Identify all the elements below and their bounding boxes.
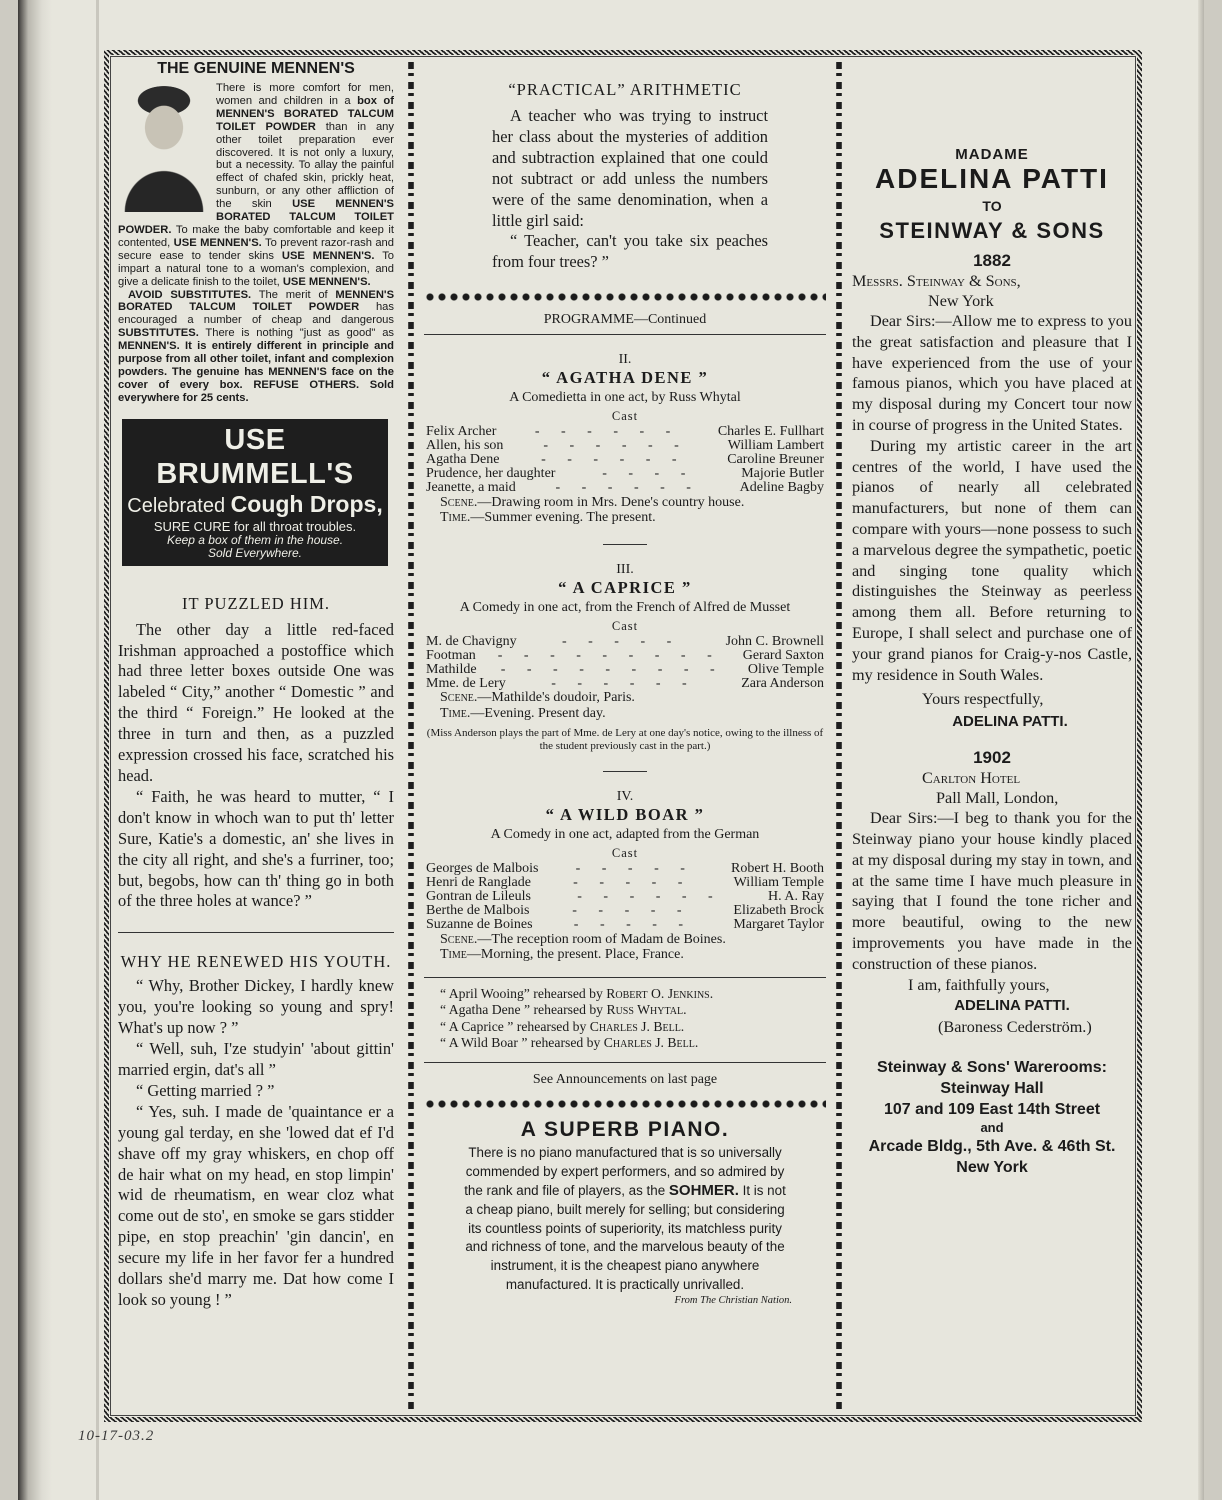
cast-role: Henri de Ranglade — [426, 875, 531, 891]
cast-role: Berthe de Malbois — [426, 903, 530, 919]
scene-text: —Mathilde's doudoir, Paris. — [477, 690, 635, 706]
wareroom-line-5: Arcade Bldg., 5th Ave. & 46th St. — [868, 1138, 1116, 1156]
patti-signature-2: ADELINA PATTI. — [954, 997, 1070, 1015]
mennen-text-bold: USE MENNEN'S BORATED TALCUM TOILET POWDER. — [118, 198, 394, 236]
patti-letter-1-paragraph-2: During my artistic career in the art centres of the world, I have used the pianos of nearly all celebrated manufacturers, but none of them can compare with yours—none possess to such a marvelous degree the sympathetic, poetic and singing tone quality which distinguishes the Steinway as peerless among them all. Before returning to Europe, I shall select and purchase one of your grand pianos for Craig-y-nos Castle, my residence in South Wales. — [852, 436, 1132, 684]
sohmer-source: From The Christian Nation. — [674, 1295, 792, 1307]
patti-firm: STEINWAY & SONS — [879, 218, 1105, 243]
cast-leader-dashes: - - - - - — [573, 917, 693, 933]
mennen-text: To prevent razor-rash and secure ease to tender skins — [118, 236, 394, 262]
rehearsal-list — [424, 986, 826, 1052]
cast-row — [424, 481, 826, 495]
cast-row — [424, 876, 826, 890]
play-title: “ AGATHA DENE ” — [541, 368, 709, 388]
cast-heading: Cast — [611, 846, 639, 861]
arithmetic-paragraph-1: A teacher who was trying to instruct her class about the mysteries of addition and subtraction explained that one could not subtract or add unless the numbers were of the same denomination, when a little girl said: — [492, 106, 768, 230]
cast-actor: Gerard Saxton — [742, 647, 824, 663]
play-scene — [424, 495, 826, 511]
mennen-text: There is nothing "just as good" as — [205, 327, 395, 340]
rehearsal-play: “ A Wild Boar ” rehearsed by — [440, 1035, 604, 1051]
cast-role: Mme. de Lery — [426, 675, 506, 691]
programme-heading: PROGRAMME—Continued — [543, 312, 707, 328]
article-separator — [118, 932, 394, 933]
play-block — [424, 561, 826, 773]
mennen-portrait-image — [118, 84, 210, 212]
rehearsal-line — [424, 1002, 826, 1019]
cast-actor: Adeline Bagby — [739, 479, 824, 495]
play-time — [424, 510, 826, 526]
rehearsal-rule-bottom — [424, 1062, 826, 1063]
scene-label: Scene. — [440, 494, 478, 510]
scene-text: —The reception room of Madam de Boines. — [477, 931, 726, 947]
play-time — [424, 706, 826, 722]
cast-leader-dashes: - - - - - — [561, 633, 681, 649]
wavy-separator — [424, 291, 826, 303]
cast-actor: William Lambert — [727, 438, 824, 454]
mennen-text: To make the baby comfortable and keep it contented, — [118, 223, 395, 249]
patti-madame: MADAME — [955, 146, 1029, 163]
mennen-ad — [118, 60, 394, 405]
mennen-text: than in any other toilet preparation ever discovered. It is not only a luxury, but a necessity. To allay the painful effect of chafed skin, prickly heat, sunburn, or any other affliction of the skin — [216, 120, 394, 211]
mennen-text-bold: USE MENNEN'S. — [282, 275, 371, 288]
patti-address-1b: New York — [928, 292, 994, 310]
play-numeral: II. — [618, 352, 632, 368]
cast-role: Agatha Dene — [426, 452, 500, 468]
cast-row — [424, 904, 826, 918]
patti-name: ADELINA PATTI — [875, 163, 1109, 194]
sohmer-ad — [424, 1118, 826, 1306]
cast-role: Gontran de Lileuls — [426, 889, 531, 905]
handwritten-date-note: 10-17-03.2 — [78, 1428, 155, 1444]
rehearsal-director: Robert O. Jenkins. — [606, 985, 714, 1001]
cast-heading: Cast — [611, 618, 639, 633]
wareroom-line-1: Steinway & Sons' Warerooms: — [877, 1059, 1107, 1077]
rehearsal-play: “ A Caprice ” rehearsed by — [440, 1018, 590, 1034]
cast-role: Prudence, her daughter — [426, 465, 556, 481]
brummell-product-text: Celebrated — [127, 494, 231, 517]
cast-actor: Caroline Breuner — [727, 452, 824, 468]
warerooms-block — [852, 1057, 1132, 1178]
brummell-cure: SURE CURE for all throat troubles. — [153, 518, 357, 534]
play-block — [424, 351, 826, 545]
play-note: (Miss Anderson plays the part of Mme. de Lery at one day's notice, owing to the illness of the student previously cast in the part.) — [426, 727, 824, 753]
cast-row — [424, 635, 826, 649]
column-left — [118, 60, 394, 1311]
sohmer-text-2: It is not a cheap piano, built merely for selling; but considering its countless points of superiority, its matchless purity and richness of tone, and the marvelous beauty of the instrument, it is the cheapest piano anywhere manufactured. It is practically unrivalled. — [465, 1182, 786, 1293]
rehearsal-director: Charles J. Bell. — [589, 1018, 685, 1034]
torn-spine-edge — [18, 0, 52, 1500]
mennen-text-bold: AVOID SUBSTITUTES. — [128, 288, 252, 301]
cast-leader-dashes: - - - - - - — [551, 675, 696, 691]
time-label: Time. — [440, 510, 471, 526]
play-block — [424, 788, 826, 963]
puzzled-heading: IT PUZZLED HIM. — [181, 593, 331, 613]
mennen-text: has encouraged a number of cheap and dangerous — [118, 301, 394, 327]
arithmetic-heading: “PRACTICAL” ARITHMETIC — [508, 80, 742, 99]
column-right — [852, 60, 1132, 1178]
cast-row — [424, 862, 826, 876]
arithmetic-article — [424, 80, 826, 273]
play-separator — [603, 771, 647, 772]
play-numeral: III. — [616, 561, 634, 577]
cast-leader-dashes: - - - - — [602, 465, 695, 481]
cast-role: Jeanette, a maid — [426, 479, 516, 495]
brummell-keep: Keep a box of them in the house. — [166, 532, 344, 547]
brummell-product-bold: Cough Drops, — [230, 490, 383, 517]
mennen-paragraph-2 — [118, 289, 394, 405]
renewed-paragraph-3: “ Getting married ? ” — [136, 1080, 275, 1100]
play-title: “ A CAPRICE ” — [558, 577, 692, 597]
cast-row — [424, 649, 826, 663]
cast-row — [424, 467, 826, 481]
cast-heading: Cast — [611, 409, 639, 424]
cast-role: Suzanne de Boines — [426, 917, 533, 933]
cast-actor: Charles E. Fullhart — [717, 424, 824, 440]
patti-year-1902: 1902 — [973, 748, 1011, 768]
renewed-article — [118, 951, 394, 1311]
rehearsal-rule-top — [424, 977, 826, 978]
play-subtitle: A Comedietta in one act, by Russ Whytal — [509, 390, 741, 406]
play-scene — [424, 690, 826, 706]
cast-leader-dashes: - - - - - - - - - — [500, 661, 724, 677]
patti-address-2b: Pall Mall, London, — [936, 789, 1059, 808]
time-label: Time — [440, 947, 467, 963]
cast-row — [424, 439, 826, 453]
mennen-title: THE GENUINE MENNEN'S — [157, 60, 355, 77]
time-label: Time. — [440, 705, 471, 721]
time-text: —Evening. Present day. — [470, 705, 606, 721]
cast-actor: Elizabeth Brock — [733, 903, 824, 919]
rehearsal-line — [424, 986, 826, 1003]
cast-role: Felix Archer — [426, 424, 497, 440]
play-title: “ A WILD BOAR ” — [545, 805, 705, 825]
play-subtitle: A Comedy in one act, from the French of Alfred de Musset — [459, 599, 791, 615]
mennen-text-bold: USE MENNEN'S. — [281, 249, 375, 262]
wareroom-line-4: and — [980, 1120, 1004, 1136]
cast-row — [424, 918, 826, 932]
wavy-separator-2 — [424, 1098, 826, 1110]
patti-closing-2: I am, faithfully yours, — [908, 975, 1050, 994]
cast-role: M. de Chavigny — [426, 633, 517, 649]
mennen-text-bold: box of MENNEN'S BORATED TALCUM TOILET POWDER — [216, 94, 394, 133]
brummell-product — [122, 491, 388, 519]
brummell-headline: USE BRUMMELL'S — [156, 423, 354, 490]
cast-actor: William Temple — [733, 875, 824, 891]
column-middle — [424, 60, 826, 1306]
cast-leader-dashes: - - - - - - — [555, 479, 700, 495]
cast-leader-dashes: - - - - - - — [541, 452, 686, 468]
play-separator — [603, 544, 647, 545]
patti-year-1882: 1882 — [973, 251, 1011, 270]
rehearsal-line — [424, 1019, 826, 1036]
patti-to: TO — [982, 198, 1002, 214]
sohmer-title: A SUPERB PIANO. — [520, 1117, 730, 1141]
rehearsal-director: Charles J. Bell. — [603, 1035, 699, 1051]
cast-row — [424, 890, 826, 904]
cast-role: Allen, his son — [426, 438, 504, 454]
patti-address-1a: Messrs. Steinway & Sons, — [852, 272, 1021, 290]
cast-role: Footman — [426, 647, 476, 663]
cast-actor: Margaret Taylor — [733, 917, 824, 933]
rehearsal-line — [424, 1035, 826, 1052]
scene-label: Scene. — [440, 931, 478, 947]
wareroom-line-3: 107 and 109 East 14th Street — [883, 1101, 1101, 1119]
cast-actor: Majorie Butler — [741, 465, 824, 481]
cast-leader-dashes: - - - - - - — [534, 424, 680, 440]
mennen-text-bold: USE MENNEN'S. — [173, 236, 262, 249]
renewed-heading: WHY HE RENEWED HIS YOUTH. — [120, 952, 392, 972]
mennen-text-bold: SUBSTITUTES. — [118, 327, 199, 340]
play-numeral: IV. — [616, 789, 634, 805]
rehearsal-director: Russ Whytal. — [606, 1002, 687, 1018]
wareroom-line-6: New York — [956, 1159, 1028, 1177]
cast-actor: H. A. Ray — [768, 889, 824, 905]
cast-leader-dashes: - - - - - — [573, 875, 692, 891]
patti-baroness: (Baroness Cederström.) — [938, 1018, 1092, 1037]
sohmer-text — [464, 1144, 786, 1295]
play-subtitle: A Comedy in one act, adapted from the German — [490, 827, 760, 843]
patti-closing-1: Yours respectfully, — [922, 690, 1044, 709]
renewed-paragraph-1: “ Why, Brother Dickey, I hardly knew you, you're looking so young and spry! What's up now ? ” — [118, 976, 394, 1038]
cast-row — [424, 425, 826, 439]
cast-actor: John C. Brownell — [725, 633, 824, 649]
cast-role: Mathilde — [426, 661, 477, 677]
brummell-ad — [122, 419, 388, 566]
cast-leader-dashes: - - - - - - — [577, 889, 722, 905]
arithmetic-paragraph-2: “ Teacher, can't you take six peaches from four trees? ” — [492, 231, 768, 272]
page-fold-line — [96, 0, 99, 1500]
programme-rule — [424, 334, 826, 335]
time-text: —Summer evening. The present. — [470, 510, 656, 526]
cast-row — [424, 453, 826, 467]
puzzled-paragraph-2: “ Faith, he was heard to mutter, “ I don't know in whoch wan to put th' letter Sure, Katie's a domestic, an' she lives in the city all right, and she's a furriner, too; but, begobs, how can th' thing go in both of the three holes at wance? ” — [118, 786, 394, 911]
patti-signature-1: ADELINA PATTI. — [952, 713, 1068, 731]
cast-leader-dashes: - - - - - - — [543, 438, 688, 454]
wareroom-line-2: Steinway Hall — [940, 1080, 1044, 1098]
mennen-body — [118, 82, 394, 405]
cast-leader-dashes: - - - - - — [575, 861, 694, 877]
patti-letter-1-paragraph-1: Dear Sirs:—Allow me to express to you the great satisfaction and pleasure that I have experienced from the use of your famous pianos, which you have placed at my disposal during my Concert tour now in course of progress in the United States. — [852, 312, 1132, 434]
cast-leader-dashes: - - - - - — [572, 903, 691, 919]
puzzled-article — [118, 594, 394, 913]
sohmer-text-1: There is no piano manufactured that is so universally commended by expert performers, and so admired by the rank and file of players, as the — [464, 1144, 785, 1198]
time-text: —Morning, the present. Place, France. — [466, 947, 684, 963]
scene-label: Scene. — [440, 690, 478, 706]
play-time — [424, 947, 826, 963]
sohmer-brand: SOHMER. — [668, 1181, 739, 1199]
cast-actor: Zara Anderson — [741, 675, 824, 691]
programme-plays — [424, 351, 826, 963]
announcements-note: See Announcements on last page — [532, 1071, 718, 1087]
mennen-text: To impart a natural tone to a woman's complexion, and give a delicate finish to the toilet, — [118, 249, 395, 288]
cast-leader-dashes: - - - - - - - - - — [497, 647, 721, 663]
rehearsal-play: “ Agatha Dene ” rehearsed by — [440, 1002, 607, 1018]
mennen-text: There is more comfort for men, women and children in a — [216, 82, 394, 107]
patti-address-2a: Carlton Hotel — [922, 769, 1021, 788]
puzzled-paragraph-1: The other day a little red-faced Irishman approached a postoffice which had three letter boxes outside One was labeled “ City,” another “ Domestic ” and the third “ Foreign.” He looked at the three in turn and then, as a puzzled expression crossed his face, scratched his head. — [118, 619, 394, 785]
mennen-text-bold: MENNEN'S BORATED TALCUM TOILET POWDER — [118, 288, 395, 314]
mennen-text: The merit of — [258, 288, 328, 301]
scene-text: —Drawing room in Mrs. Dene's country house. — [477, 494, 745, 510]
cast-actor: Robert H. Booth — [731, 861, 824, 877]
cast-row — [424, 677, 826, 691]
play-scene — [424, 932, 826, 948]
cast-row — [424, 663, 826, 677]
renewed-paragraph-4: “ Yes, suh. I made de 'quaintance er a young gal terday, en she 'lowed dat ef I'd shave off my gray whiskers, en chop off de hair what on my head, en stop limpin' wid de rheumatism, en wear cloz what come out de sto', en smoke se gars stidder pipe, en stop preachin' 'gin dancin', en secure my life in her favor fer a hundred dollars she'd marry me. Dat how come I look so young ! ” — [118, 1101, 394, 1309]
mennen-text-bold: MENNEN'S. It is entirely different in principle and purpose from all other toilet, infant and complexion powders. The genuine has MENNEN'S face on the cover of every box. REFUSE OTHERS. Sold everywhere for 25 cents. — [118, 340, 394, 404]
cast-role: Georges de Malbois — [426, 861, 539, 877]
rehearsal-play: “ April Wooing” rehearsed by — [440, 985, 607, 1001]
page-right-edge — [1198, 0, 1204, 1500]
patti-letter-2-paragraph-1: Dear Sirs:—I beg to thank you for the Steinway piano your house kindly placed at my disposal during my stay in town, and at the same time I have much pleasure in saying that I found the tone richer and more beautiful, owing to the new improvements you have made in the construction of these pianos. — [852, 809, 1132, 973]
brummell-sold: Sold Everywhere. — [207, 545, 303, 560]
renewed-paragraph-2: “ Well, suh, I'ze studyin' 'about gittin' married ergin, dat's all ” — [118, 1039, 394, 1079]
cast-actor: Olive Temple — [747, 661, 824, 677]
